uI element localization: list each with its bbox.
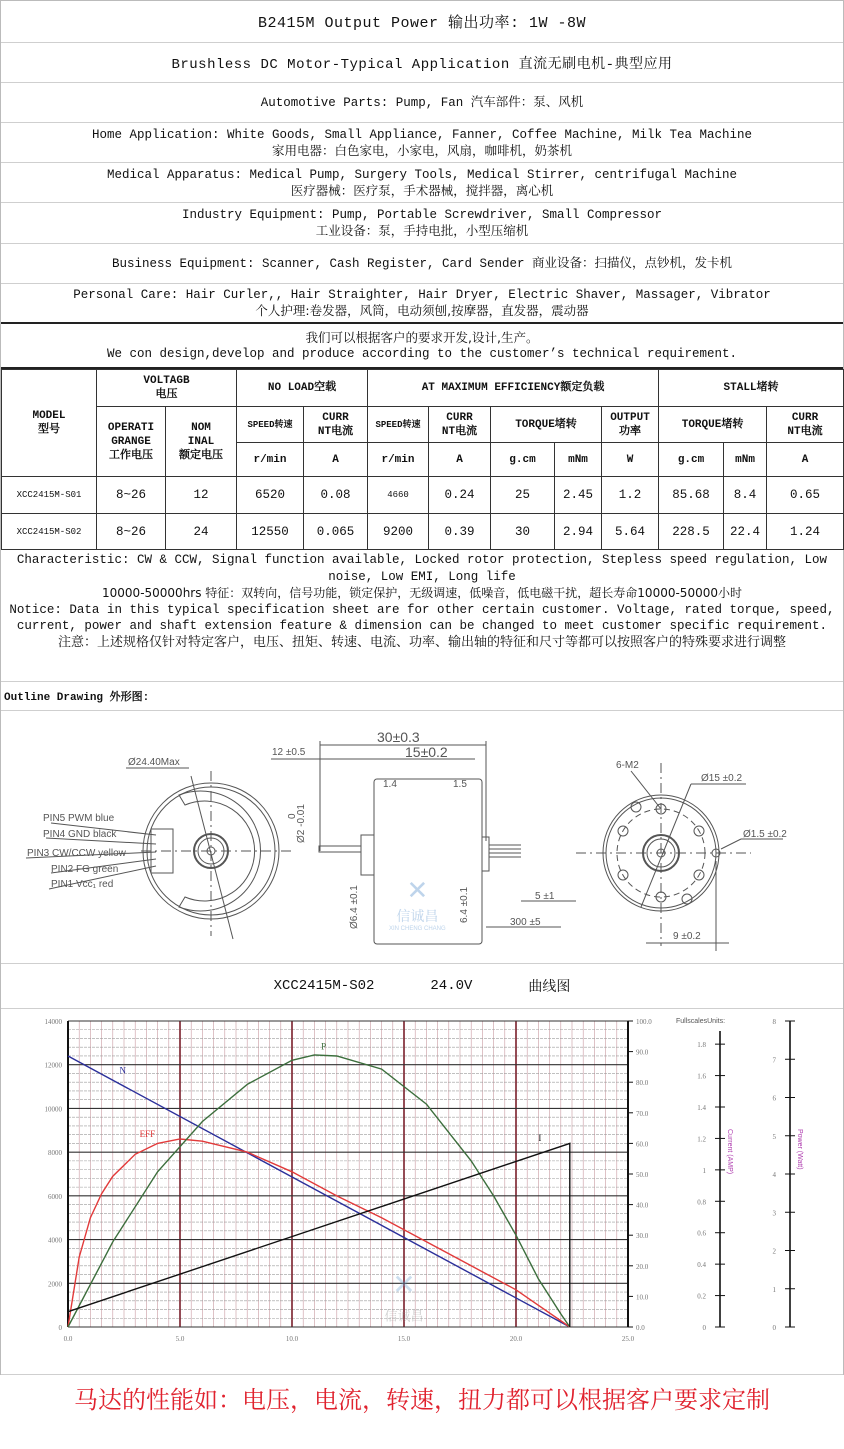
header-nominal: NOM INAL 额定电压: [166, 407, 237, 477]
application-home: [1, 123, 843, 163]
x-tick-label: 25.0: [621, 1335, 635, 1343]
cell: 12: [166, 477, 237, 514]
header-model: MODEL 型号: [2, 370, 97, 477]
application-text: Automotive Parts: Pump, Fan 汽车部件：泵、风机: [260, 95, 584, 110]
curve-header: [1, 964, 843, 1009]
cell: 2.94: [555, 514, 602, 550]
cell: 2.45: [555, 477, 602, 514]
y-tick-label: 10000: [44, 1105, 62, 1114]
cell: 25: [491, 477, 555, 514]
dim-shaft-tol: 0: [287, 813, 298, 819]
current-tick-label: 0.2: [697, 1292, 706, 1301]
power-tick-label: 6: [772, 1094, 776, 1103]
series-label: P: [321, 1041, 327, 1052]
header-current: CURR NT电流: [767, 407, 844, 443]
custom-design-note: [1, 324, 843, 369]
header-speed: SPEED转速: [237, 407, 304, 443]
y2-tick-label: 30.0: [636, 1232, 649, 1241]
unit-cell: A: [429, 443, 491, 477]
dim-pcd: Ø15 ±0.2: [701, 773, 743, 784]
unit-cell: g.cm: [491, 443, 555, 477]
power-tick-label: 0: [772, 1324, 776, 1332]
header-max-efficiency: AT MAXIMUM EFFICIENCY额定负载: [368, 370, 659, 407]
power-tick-label: 8: [772, 1018, 776, 1026]
characteristic-text-zh: 10000-50000hrs 特征：双转向，信号功能，锁定保护，无级调速，低噪音，低电磁干扰，超长寿命10000-50000小时: [102, 586, 742, 600]
custom-note-zh: 我们可以根据客户的要求开发,设计,生产。: [305, 329, 539, 345]
dim-body-length: 15±0.2: [405, 744, 448, 760]
unit-cell: A: [304, 443, 368, 477]
dim-boss-rear: 6.4 ±0.1: [459, 886, 470, 923]
outline-drawing-svg: [1, 711, 843, 963]
x-tick-label: 10.0: [285, 1335, 299, 1343]
y2-tick-label: 10.0: [636, 1293, 649, 1302]
cell: 85.68: [659, 477, 724, 514]
page-subtitle: Brushless DC Motor-Typical Application 直流无刷电机-典型应用: [171, 56, 673, 73]
unit-cell: mNm: [724, 443, 767, 477]
cell: 0.08: [304, 477, 368, 514]
notice-text: Notice: Data in this typical specification sheet are for other certain customer. Voltage, rated torque, speed, current, power and shaft extension feature & dimension can be changed to meet customer specific requirement.: [9, 602, 835, 633]
unit-cell: W: [602, 443, 659, 477]
dim-max-diameter: Ø24.40Max: [128, 757, 180, 768]
y2-tick-label: 40.0: [636, 1201, 649, 1210]
series-line-i: [68, 1143, 570, 1327]
power-axis-label: Power (Watt): [796, 1129, 803, 1170]
footer-note: 马达的性能如：电压，电流，转速，扭力都可以根据客户要求定制: [74, 1386, 770, 1414]
x-tick-label: 5.0: [175, 1335, 185, 1343]
cell: 30: [491, 514, 555, 550]
x-tick-label: 15.0: [397, 1335, 411, 1343]
cell: 8~26: [97, 514, 166, 550]
dim-hole: Ø1.5 ±0.2: [743, 829, 787, 840]
dim-1-4: 1.4: [383, 779, 397, 790]
cell: 12550: [237, 514, 304, 550]
page-title-row: [1, 0, 843, 43]
current-tick-label: 1.8: [697, 1041, 706, 1050]
watermark-logo: ✕ 信诚昌 XIN CHENG CHANG: [389, 876, 446, 932]
cell: 8.4: [724, 477, 767, 514]
outline-drawing-title: Outline Drawing 外形图:: [1, 682, 843, 711]
dim-shaft-length: 12 ±0.5: [272, 747, 306, 758]
pin-label: PIN2 FG green: [51, 864, 119, 875]
x-tick-label: 20.0: [509, 1335, 523, 1343]
y2-tick-label: 90.0: [636, 1048, 649, 1057]
page-title: B2415M Output Power 输出功率: 1W -8W: [257, 15, 587, 32]
series-label: I: [538, 1133, 542, 1144]
unit-cell: r/min: [368, 443, 429, 477]
current-tick-label: 1.6: [697, 1072, 706, 1081]
dim-boss-diameter: Ø6.4 ±0.1: [349, 885, 360, 929]
header-torque: TORQUE堵转: [491, 407, 602, 443]
application-text: Industry Equipment: Pump, Portable Screwdriver, Small Compressor: [181, 208, 663, 222]
application-business: [1, 244, 843, 284]
cell: 5.64: [602, 514, 659, 550]
custom-note-en: We con design,develop and produce according to the customer’s technical requirement.: [106, 346, 738, 361]
header-voltage: VOLTAGB 电压: [97, 370, 237, 407]
header-torque: TORQUE堵转: [659, 407, 767, 443]
cell: 0.24: [429, 477, 491, 514]
current-tick-label: 0.6: [697, 1229, 706, 1238]
y2-tick-label: 50.0: [636, 1171, 649, 1179]
application-text: Personal Care: Hair Curler,, Hair Straighter, Hair Dryer, Electric Shaver, Massager, Vibrator: [73, 288, 771, 302]
application-personal-care: [1, 284, 843, 324]
power-tick-label: 1: [772, 1285, 776, 1294]
cell: 4660: [368, 477, 429, 514]
watermark-mark: ✕: [392, 1268, 416, 1302]
y2-tick-label: 0.0: [636, 1324, 645, 1332]
performance-chart-svg: [1, 1009, 843, 1374]
current-tick-label: 0.4: [697, 1261, 706, 1270]
pin-label: PIN4 GND black: [43, 829, 117, 840]
dim-wire-length: 300 ±5: [510, 917, 541, 928]
series-label: EFF: [139, 1128, 156, 1139]
y-tick-label: 0: [58, 1324, 62, 1332]
unit-cell: g.cm: [659, 443, 724, 477]
dim-wire-strip: 5 ±1: [535, 891, 555, 902]
notice-text-zh: 注意：上述规格仅针对特定客户，电压、扭矩、转速、电流、功率、输出轴的特征和尺寸等都可以按照客户的特殊要求进行调整: [57, 634, 786, 650]
header-stall: STALL堵转: [659, 370, 844, 407]
application-text-zh: 个人护理:卷发器，风筒，电动须刨,按摩器，直发器，震动器: [255, 303, 589, 318]
application-text: Home Application: White Goods, Small Appliance, Fanner, Coffee Machine, Milk Tea Machine: [91, 127, 753, 142]
unit-cell: mNm: [555, 443, 602, 477]
cell: 228.5: [659, 514, 724, 550]
cell: 22.4: [724, 514, 767, 550]
header-no-load: NO LOAD空载: [237, 370, 368, 407]
cell: 24: [166, 514, 237, 550]
current-tick-label: 1.4: [697, 1104, 706, 1112]
power-tick-label: 7: [772, 1056, 776, 1065]
series-line-eff: [68, 1139, 570, 1327]
curve-model: XCC2415M-S02: [273, 978, 375, 994]
application-automotive: [1, 83, 843, 123]
cell: 9200: [368, 514, 429, 550]
power-tick-label: 4: [772, 1171, 776, 1179]
dim-1-5: 1.5: [453, 779, 467, 790]
application-text: Business Equipment: Scanner, Cash Register, Card Sender 商业设备：扫描仪，点钞机，发卡机: [111, 256, 733, 271]
application-text-zh: 家用电器：白色家电，小家电，风扇，咖啡机，奶茶机: [271, 142, 572, 158]
cell: 8~26: [97, 477, 166, 514]
spec-table: [1, 369, 844, 550]
characteristics-notes: [1, 550, 843, 682]
cell: 0.39: [429, 514, 491, 550]
y-tick-label: 12000: [44, 1061, 62, 1070]
pin-label: PIN5 PWM blue: [43, 813, 115, 824]
header-output: OUTPUT 功率: [602, 407, 659, 443]
curve-label: 曲线图: [528, 979, 571, 995]
power-tick-label: 2: [772, 1247, 776, 1256]
performance-chart: [1, 1009, 843, 1375]
series-label: N: [119, 1065, 127, 1076]
outline-drawing: [1, 711, 843, 964]
dim-shaft-diameter: Ø2 -0.01: [296, 804, 307, 843]
pin-label: PIN3 CW/CCW yellow: [27, 848, 126, 859]
y-tick-label: 2000: [48, 1280, 62, 1289]
y2-tick-label: 100.0: [636, 1018, 652, 1026]
y-tick-label: 6000: [48, 1192, 62, 1201]
dim-total-length: 30±0.3: [377, 729, 420, 745]
y-tick-label: 14000: [44, 1018, 62, 1026]
dim-screw: 6-M2: [616, 760, 639, 771]
y2-tick-label: 60.0: [636, 1140, 649, 1149]
power-tick-label: 3: [772, 1209, 776, 1218]
model-cell: XCC2415M-S02: [2, 514, 97, 550]
table-row: [2, 514, 844, 550]
header-current: CURR NT电流: [429, 407, 491, 443]
model-cell: XCC2415M-S01: [2, 477, 97, 514]
application-text-zh: 工业设备：泵，手持电批，小型压缩机: [315, 223, 529, 238]
pin-label: PIN1 Vcc₁ red: [51, 879, 114, 890]
fullscale-label: FullscalesUnits:: [676, 1018, 726, 1025]
header-current: CURR NT电流: [304, 407, 368, 443]
curve-voltage: 24.0V: [430, 978, 473, 994]
current-tick-label: 0.8: [697, 1198, 706, 1207]
subtitle-row: [1, 43, 843, 83]
header-operating-range: OPERATI GRANGE 工作电压: [97, 407, 166, 477]
cell: 6520: [237, 477, 304, 514]
unit-cell: r/min: [237, 443, 304, 477]
y2-tick-label: 20.0: [636, 1262, 649, 1271]
watermark-text: 信诚昌: [384, 1309, 424, 1325]
application-industry: [1, 203, 843, 244]
power-tick-label: 5: [772, 1132, 776, 1141]
dim-offset: 9 ±0.2: [673, 931, 701, 942]
table-row: [2, 477, 844, 514]
current-tick-label: 0: [702, 1324, 706, 1332]
characteristic-text: Characteristic: CW & CCW, Signal function available, Locked rotor protection, Stepless speed regulation, Low noise, Low EMI, Long life: [16, 553, 828, 584]
y-tick-label: 4000: [48, 1236, 62, 1245]
header-speed: SPEED转速: [368, 407, 429, 443]
unit-cell: A: [767, 443, 844, 477]
y-tick-label: 8000: [48, 1149, 62, 1158]
current-tick-label: 1.2: [697, 1135, 706, 1144]
y2-tick-label: 70.0: [636, 1109, 649, 1118]
application-text-zh: 医疗器械：医疗泵，手术器械，搅拌器，离心机: [290, 182, 554, 198]
y2-tick-label: 80.0: [636, 1079, 649, 1088]
cell: 1.2: [602, 477, 659, 514]
current-axis-label: Current (AMP): [726, 1129, 733, 1175]
current-tick-label: 1: [702, 1166, 706, 1175]
application-medical: [1, 163, 843, 203]
x-tick-label: 0.0: [63, 1335, 73, 1343]
cell: 0.65: [767, 477, 844, 514]
cell: 1.24: [767, 514, 844, 550]
application-text: Medical Apparatus: Medical Pump, Surgery Tools, Medical Stirrer, centrifugal Machine: [106, 167, 738, 182]
cell: 0.065: [304, 514, 368, 550]
